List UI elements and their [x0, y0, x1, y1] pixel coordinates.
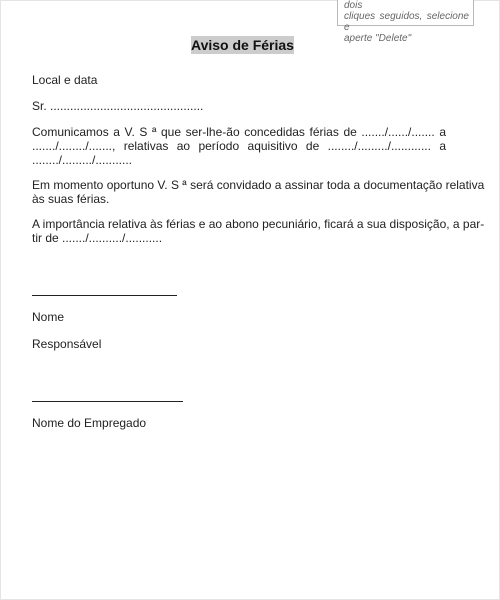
salutation-line: Sr. .............................................. — [32, 99, 204, 113]
signature-role-label: Responsável — [32, 337, 102, 351]
paragraph-payment — [32, 217, 485, 245]
help-note-line: cliques seguidos, selecione e — [344, 11, 469, 33]
document-title: Aviso de Férias — [191, 37, 294, 53]
paragraph-line: Em momento oportuno V. S ª será convidado a assinar toda a documentação relativa — [32, 178, 485, 192]
paragraph-line: tir de ......./........../........... — [32, 231, 163, 245]
local-date-label: Local e data — [32, 73, 98, 87]
signature-line-responsible — [32, 295, 177, 296]
employee-name-label: Nome do Empregado — [32, 416, 147, 430]
paragraph-line: A importância relativa às férias e ao abono pecuniário, ficará a sua disposição, a par- — [32, 217, 485, 231]
paragraph-line: às suas férias. — [32, 192, 110, 206]
paragraph-line: ......../........./........... — [32, 153, 133, 167]
help-note-line: dois — [344, 0, 363, 11]
signature-line-employee — [32, 401, 183, 402]
paragraph-documentation — [32, 178, 485, 206]
paragraph-line: ......./......../......., relativas ao período aquisitivo de ......../........./............ a — [32, 139, 446, 153]
paragraph-vacation-dates — [32, 125, 446, 167]
help-note-box — [337, 0, 474, 44]
signature-name-label: Nome — [32, 310, 65, 324]
help-note-line: aperte "Delete" — [344, 33, 412, 44]
paragraph-line: Comunicamos a V. S ª que ser-lhe-ão concedidas férias de ......./....../....... a — [32, 125, 446, 139]
